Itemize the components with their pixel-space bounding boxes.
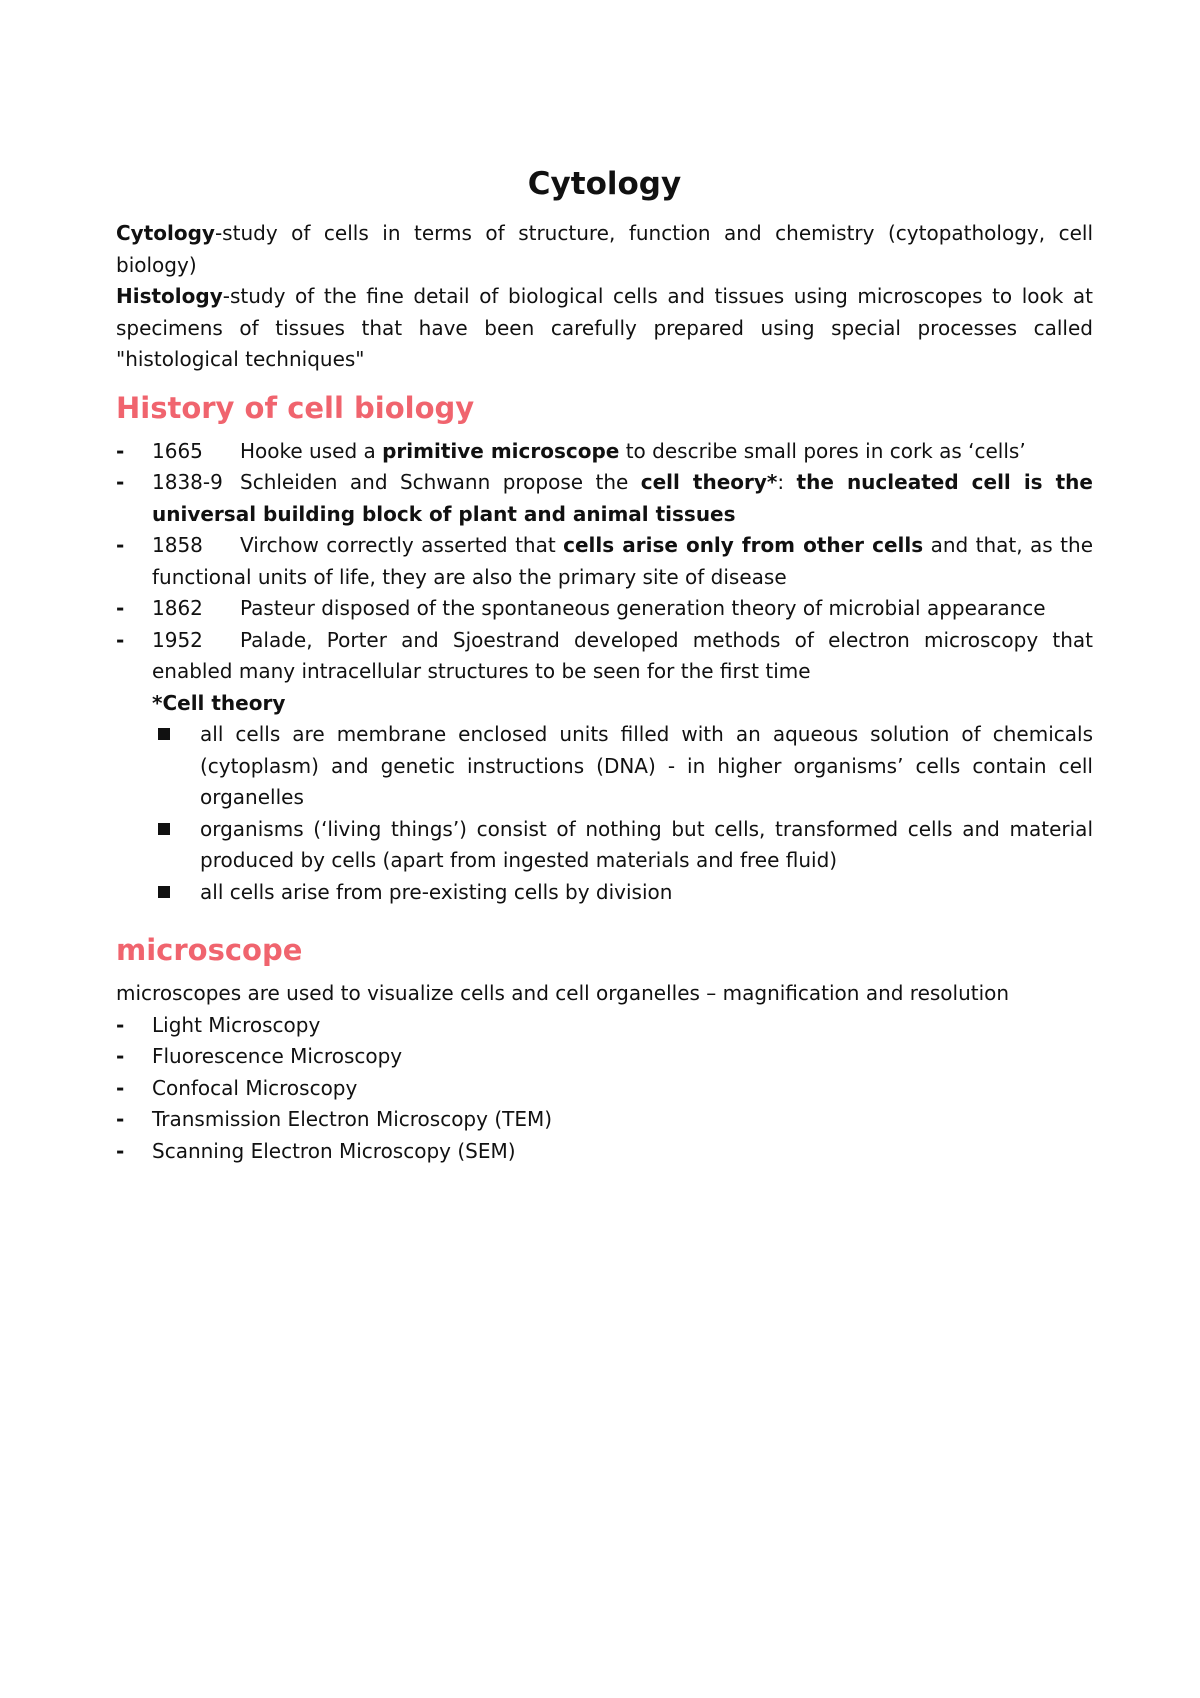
dash-bullet: - [116,438,125,463]
dash-bullet: - [116,1044,125,1068]
history-item [116,593,1093,625]
history-emphasis: cells arise only from other cells [563,533,924,557]
history-text: and that, as the functional units of life, they are also the primary site of disease [152,533,1093,589]
cell-theory-text: organisms (‘living things’) consist of nothing but cells, transformed cells and material produced by cells (apart from ingested materials and free fluid) [200,816,1093,872]
definition-cytology [116,218,1093,281]
dash-bullet: - [116,1138,125,1163]
history-emphasis: primitive microscope [382,438,620,463]
definition-term: Cytology [116,221,215,245]
microscope-type-text: Fluorescence Microscopy [152,1044,403,1068]
dash-bullet: - [116,1012,125,1037]
cell-theory-point [152,719,1093,814]
definition-histology [116,281,1093,376]
history-text: Schleiden and Schwann propose the [240,470,641,494]
history-text: Hooke used a [240,438,383,463]
history-list [116,436,1093,688]
history-emphasis: the nucleated cell is the universal building block of plant and animal tissues [152,470,1093,526]
cell-theory-text: all cells arise from pre-existing cells by division [200,879,673,904]
history-year: 1952 [152,627,203,652]
history-text: Pasteur disposed of the spontaneous generation theory of microbial appearance [240,596,1046,620]
history-text: Palade, Porter and Sjoestrand developed methods of electron microscopy that enabled many intracellular structures to be seen for the first time [152,627,1093,683]
dash-bullet: - [116,1075,125,1100]
history-item [116,530,1093,593]
cell-theory-point [152,877,1093,909]
history-heading: History of cell biology [116,390,475,425]
history-emphasis: cell theory* [640,470,778,494]
dash-bullet: - [116,1107,125,1131]
microscope-type-item [116,1136,1093,1168]
definition-term: Histology [116,284,223,308]
history-text: : [777,470,797,494]
microscope-type-item [116,1073,1093,1105]
dash-bullet: - [116,596,125,620]
definition-text: -study of cells in terms of structure, function and chemistry (cytopathology, cell biology) [116,221,1093,277]
microscope-type-text: Transmission Electron Microscopy (TEM) [152,1107,553,1131]
microscope-intro: microscopes are used to visualize cells and cell organelles – magnification and resolution [116,981,1010,1005]
history-item [116,436,1093,468]
history-year: 1838-9 [152,470,223,494]
history-item [116,467,1093,530]
dash-bullet: - [116,627,125,652]
microscope-type-item [116,1010,1093,1042]
cell-theory-text: all cells are membrane enclosed units filled with an aqueous solution of chemicals (cytoplasm) and genetic instructions (DNA) - in higher organisms’ cells contain cell organelles [200,722,1093,809]
dash-bullet: - [116,533,125,557]
history-text: to describe small pores in cork as ‘cells’ [619,438,1026,463]
square-bullet-icon [158,886,170,898]
history-year: 1665 [152,438,203,463]
page-title: Cytology [527,166,682,202]
history-year: 1858 [152,533,203,557]
microscope-type-text: Scanning Electron Microscopy (SEM) [152,1138,516,1163]
microscope-type-item [116,1041,1093,1073]
square-bullet-icon [158,728,170,740]
cell-theory-list [116,719,1093,908]
dash-bullet: - [116,470,125,494]
history-text: Virchow correctly asserted that [240,533,564,557]
square-bullet-icon [158,823,170,835]
microscope-heading: microscope [116,933,303,967]
definition-text: -study of the fine detail of biological cells and tissues using microscopes to look at specimens of tissues that have been carefully prepared using special processes called "histological techniques" [116,284,1093,371]
microscope-types-list [116,1010,1093,1168]
microscope-type-item [116,1104,1093,1136]
history-item [116,625,1093,688]
cell-theory-heading: *Cell theory [152,690,286,715]
microscope-type-text: Light Microscopy [152,1012,321,1037]
cell-theory-point [152,814,1093,877]
microscope-type-text: Confocal Microscopy [152,1075,358,1100]
history-year: 1862 [152,596,203,620]
